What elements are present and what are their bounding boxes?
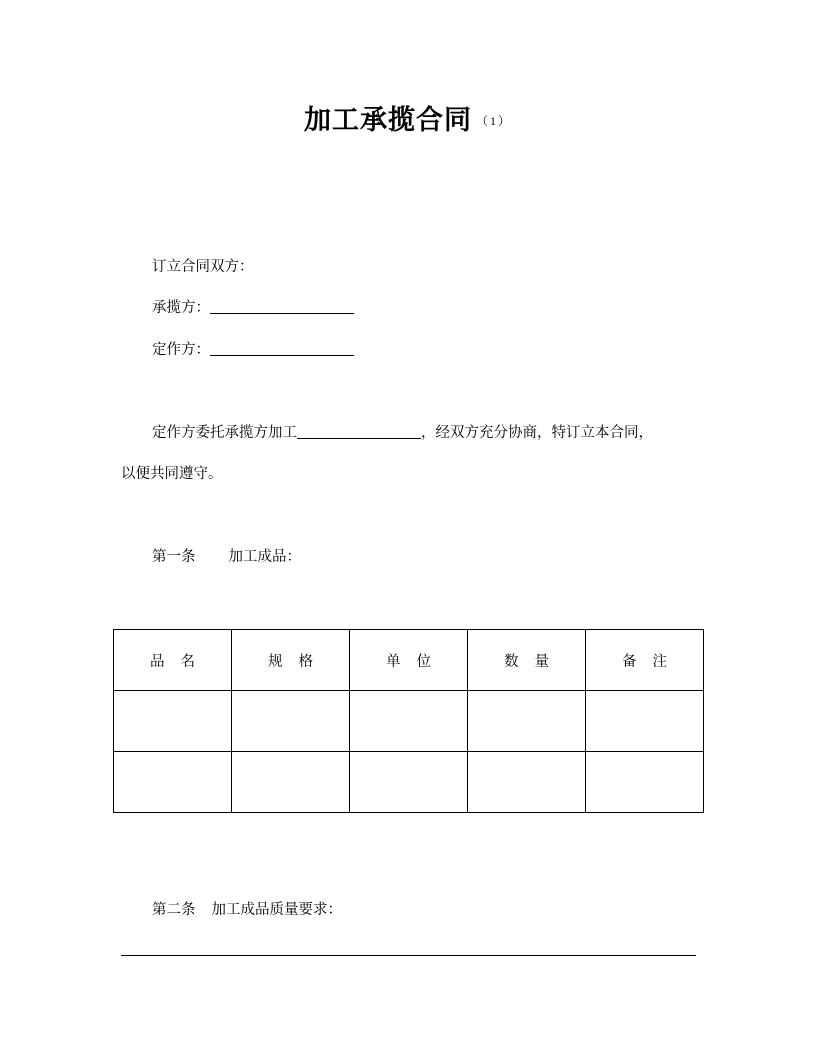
header-cell-remarks: 备注 xyxy=(586,630,704,691)
parties-heading: 订立合同双方： xyxy=(152,259,254,275)
intro-part-1: 定作方委托承揽方加工 xyxy=(152,425,297,441)
table-cell[interactable] xyxy=(232,752,350,813)
table-cell[interactable] xyxy=(586,691,704,752)
title-number: （1） xyxy=(475,114,512,128)
title-text: 加工承揽合同 xyxy=(303,105,472,136)
article-1-number: 第一条 xyxy=(152,549,196,565)
processing-item-blank[interactable] xyxy=(297,423,421,439)
quality-requirements-blank-line[interactable] xyxy=(121,955,696,956)
header-cell-unit: 单位 xyxy=(350,630,468,691)
table-cell[interactable] xyxy=(586,752,704,813)
article-1-title: 加工成品： xyxy=(228,549,301,565)
orderer-blank[interactable] xyxy=(210,340,354,356)
intro-line-1 xyxy=(152,423,653,443)
orderer-line xyxy=(152,340,354,360)
table-cell[interactable] xyxy=(350,752,468,813)
orderer-label: 定作方： xyxy=(152,342,210,358)
intro-line-2: 以便共同遵守。 xyxy=(121,466,223,482)
table-row xyxy=(114,691,704,752)
article-2-title: 加工成品质量要求： xyxy=(211,902,342,918)
products-table xyxy=(113,629,704,813)
table-row xyxy=(114,752,704,813)
intro-part-2: ，经双方充分协商，特订立本合同， xyxy=(421,425,653,441)
article-2-heading xyxy=(152,900,342,920)
document-title xyxy=(0,98,816,137)
contractor-line xyxy=(152,298,354,318)
table-header-row xyxy=(114,630,704,691)
contractor-label: 承揽方： xyxy=(152,300,210,316)
contractor-blank[interactable] xyxy=(210,298,354,314)
table-cell[interactable] xyxy=(232,691,350,752)
header-cell-quantity: 数量 xyxy=(468,630,586,691)
table-cell[interactable] xyxy=(468,691,586,752)
header-cell-spec: 规格 xyxy=(232,630,350,691)
table-cell[interactable] xyxy=(114,752,232,813)
article-2-number: 第二条 xyxy=(152,902,196,918)
header-cell-name: 品名 xyxy=(114,630,232,691)
table-cell[interactable] xyxy=(350,691,468,752)
table-cell[interactable] xyxy=(114,691,232,752)
article-1-heading xyxy=(152,547,301,567)
table-cell[interactable] xyxy=(468,752,586,813)
